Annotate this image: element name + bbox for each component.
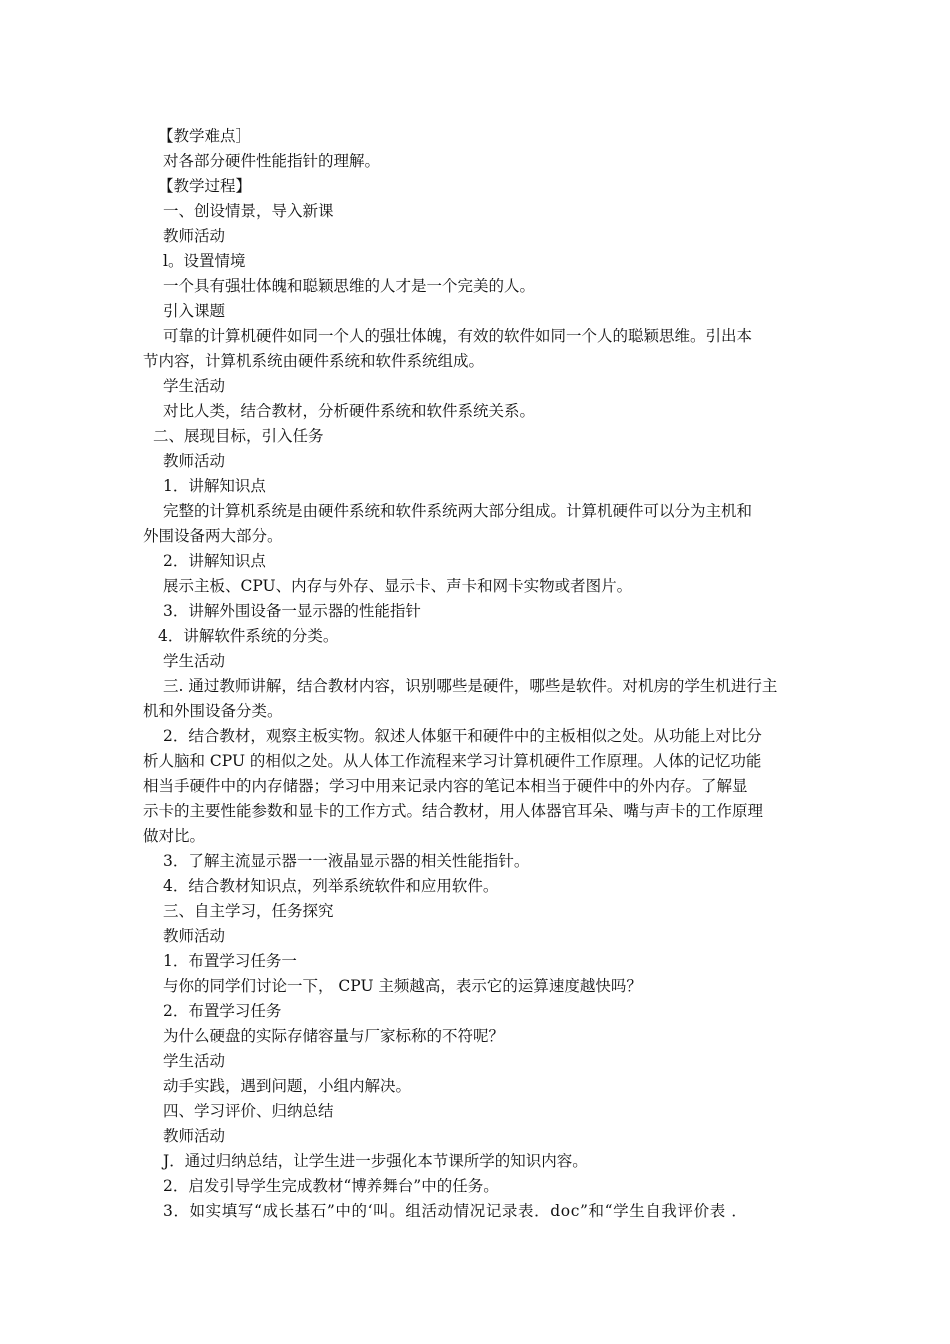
section-heading-2: 二、展现目标，引入任务: [153, 427, 324, 445]
teacher-activity-label: 教师活动: [163, 452, 226, 470]
heading-teaching-difficulty: 【教学难点］: [158, 127, 252, 145]
list-item: 2．启发引导学生完成教材“博养舞台”中的任务。: [163, 1177, 499, 1195]
list-item: 1．布置学习任务一: [163, 952, 297, 970]
teacher-activity-label: 教师活动: [163, 227, 226, 245]
section-heading-3: 三、自主学习，任务探究: [163, 902, 334, 920]
list-item: 3．如实填写“成长基石”中的‘叫。组活动情况记录表．doc”和“学生自我评价表 ．: [163, 1202, 748, 1220]
heading-teaching-process: 【教学过程】: [158, 177, 252, 195]
paragraph-line: 展示主板、CPU、内存与外存、显示卡、声卡和网卡实物或者图片。: [163, 577, 633, 595]
paragraph-line: 机和外围设备分类。: [143, 702, 283, 720]
list-item: l。设置情境: [163, 252, 246, 270]
paragraph-line: 对比人类，结合教材，分析硬件系统和软件系统关系。: [163, 402, 536, 420]
paragraph-line: 析人脑和 CPU 的相似之处。从人体工作流程来学习计算机硬件工作原理。人体的记忆功能: [143, 752, 762, 770]
paragraph-line: 相当手硬件中的内存储器；学习中用来记录内容的笔记本相当于硬件中的外内存。了解显: [143, 777, 748, 795]
list-item: 4．讲解软件系统的分类。: [158, 627, 339, 645]
paragraph-line: 外围设备两大部分。: [143, 527, 283, 545]
paragraph-line: 动手实践，遇到问题，小组内解决。: [163, 1077, 412, 1095]
student-activity-label: 学生活动: [163, 377, 226, 395]
list-item: 2．结合教材，观察主板实物。叙述人体躯干和硬件中的主板相似之处。从功能上对比分: [163, 727, 762, 745]
paragraph-line: 对各部分硬件性能指针的理解。: [163, 152, 381, 170]
paragraph-line: 一个具有强壮体魄和聪颖思维的人才是一个完美的人。: [163, 277, 536, 295]
list-item: 2．布置学习任务: [163, 1002, 282, 1020]
paragraph-line: 示卡的主要性能参数和显卡的工作方式。结合教材，用人体器官耳朵、嘴与声卡的工作原理: [143, 802, 764, 820]
list-item: J．通过归纳总结，让学生进一步强化本节课所学的知识内容。: [163, 1152, 588, 1170]
list-item: 三. 通过教师讲解，结合教材内容，识别哪些是硬件，哪些是软件。对机房的学生机进行主: [163, 677, 778, 695]
list-item: 3．了解主流显示器一一液晶显示器的相关性能指针。: [163, 852, 530, 870]
paragraph-line: 完整的计算机系统是由硬件系统和软件系统两大部分组成。计算机硬件可以分为主机和: [163, 502, 753, 520]
student-activity-label: 学生活动: [163, 1052, 226, 1070]
section-heading-1: 一、创设情景，导入新课: [163, 202, 334, 220]
paragraph-line: 引入课题: [163, 302, 226, 320]
list-item: 4．结合教材知识点，列举系统软件和应用软件。: [163, 877, 499, 895]
section-heading-4: 四、学习评价、归纳总结: [163, 1102, 334, 1120]
paragraph-line: 可靠的计算机硬件如同一个人的强壮体魄，有效的软件如同一个人的聪颖思维。引出本: [163, 327, 753, 345]
teacher-activity-label: 教师活动: [163, 1127, 226, 1145]
paragraph-line: 做对比。: [143, 827, 206, 845]
list-item: 3．讲解外围设备一显示器的性能指针: [163, 602, 421, 620]
paragraph-line: 与你的同学们讨论一下， CPU 主频越高，表示它的运算速度越快吗？: [163, 977, 642, 995]
teacher-activity-label: 教师活动: [163, 927, 226, 945]
paragraph-line: 节内容，计算机系统由硬件系统和软件系统组成。: [143, 352, 485, 370]
list-item: 2．讲解知识点: [163, 552, 266, 570]
list-item: 1．讲解知识点: [163, 477, 266, 495]
student-activity-label: 学生活动: [163, 652, 226, 670]
paragraph-line: 为什么硬盘的实际存储容量与厂家标称的不符呢？: [163, 1027, 505, 1045]
